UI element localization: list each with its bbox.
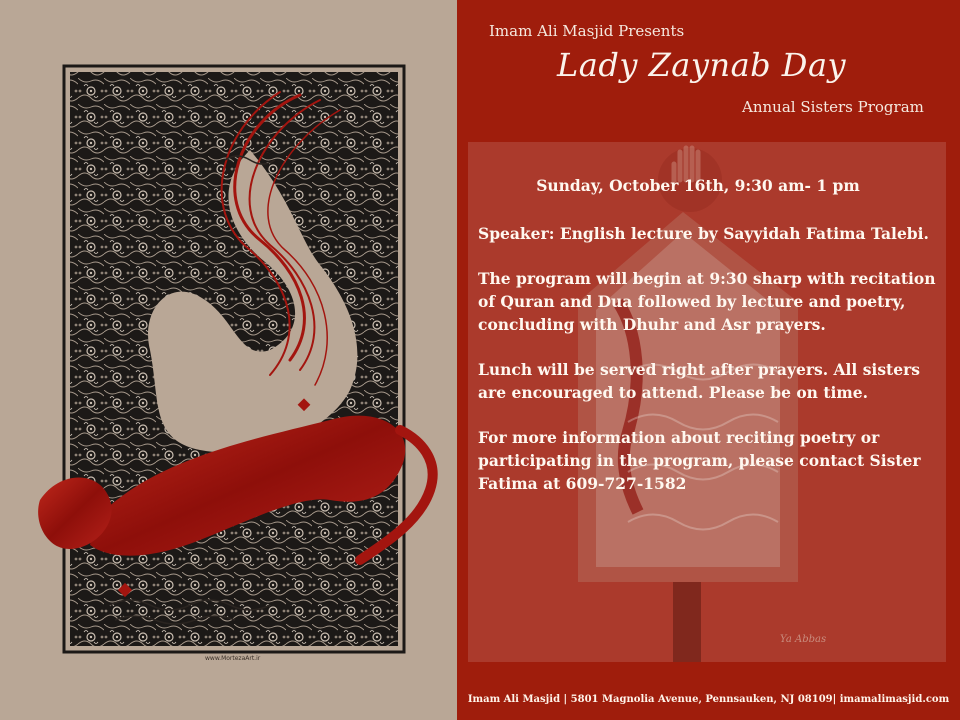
contact-paragraph: For more information about reciting poetry or participating in the program, please contact Sister Fatima at 609-727-1582 [478,428,921,493]
event-subtitle: Annual Sisters Program [742,98,924,116]
artwork-credit: www.MortezaArt.ir [205,655,261,662]
event-date-time: Sunday, October 16th, 9:30 am- 1 pm [536,176,860,195]
lunch-paragraph: Lunch will be served right after prayers. All sisters are encouraged to attend. Please be on time. [478,360,920,402]
footer-address: Imam Ali Masjid | 5801 Magnolia Avenue, Pennsauken, NJ 08109| imamalimasjid.com [467,694,950,705]
info-box [468,142,946,662]
event-title: Lady Zaynab Day [557,46,847,84]
event-details [478,176,938,517]
speaker-paragraph: Speaker: English lecture by Sayyidah Fatima Talebi. [478,224,929,243]
zaynab-calligraphy-artwork [0,0,457,720]
presenter-line: Imam Ali Masjid Presents [489,22,685,40]
artwork-panel [0,0,457,720]
program-paragraph: The program will begin at 9:30 sharp with recitation of Quran and Dua followed by lecture and poetry, concluding with Dhuhr and Asr prayers. [478,269,936,334]
event-panel [457,0,960,720]
artist-signature: Ya Abbas [780,634,827,645]
